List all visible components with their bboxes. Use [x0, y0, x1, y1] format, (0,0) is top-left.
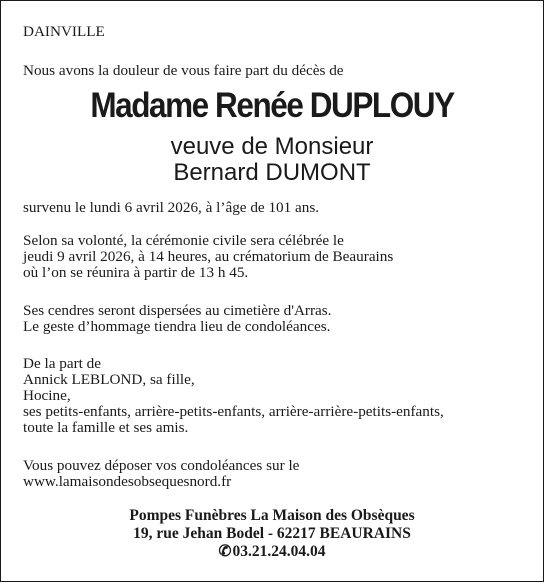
death-info: survenu le lundi 6 avril 2026, à l’âge de 101 ans.: [23, 199, 320, 216]
ashes-line: Le geste d’hommage tiendra lieu de condoléances.: [23, 318, 331, 335]
intro-text: Nous avons la douleur de vous faire part du décès de: [23, 62, 344, 79]
condolences-line: Vous pouvez déposer vos condoléances sur le: [23, 457, 300, 474]
widow-line-1: veuve de Monsieur: [170, 133, 374, 160]
deceased-name: Madame Renée DUPLOUY: [90, 86, 454, 125]
widow-line-2: Bernard DUMONT: [173, 159, 371, 186]
family-line: ses petits-enfants, arrière-petits-enfants, arrière-arrière-petits-enfants,: [23, 403, 444, 420]
family-line: toute la famille et ses amis.: [23, 419, 189, 436]
family-line: Hocine,: [23, 387, 71, 404]
family-line: Annick LEBLOND, sa fille,: [23, 371, 195, 388]
location: DAINVILLE: [23, 23, 105, 40]
phone-icon: ✆: [218, 543, 232, 560]
ceremony-line: Selon sa volonté, la cérémonie civile sera célébrée le: [23, 232, 344, 249]
ceremony-line: où l’on se réunira à partir de 13 h 45.: [23, 264, 249, 281]
ceremony-line: jeudi 9 avril 2026, à 14 heures, au crématorium de Beaurains: [23, 248, 394, 265]
phone-number: 03.21.24.04.04: [232, 543, 326, 560]
ashes-line: Ses cendres seront dispersées au cimetière d'Arras.: [23, 302, 332, 319]
family-line: De la part de: [23, 355, 102, 372]
condolences-website-link[interactable]: www.lamaisondesobsequesnord.fr: [23, 473, 232, 490]
funeral-home-address: 19, rue Jehan Bodel - 62217 BEAURAINS: [133, 525, 411, 542]
funeral-home-phone: [1, 543, 543, 560]
funeral-home-name: Pompes Funèbres La Maison des Obsèques: [129, 507, 415, 524]
